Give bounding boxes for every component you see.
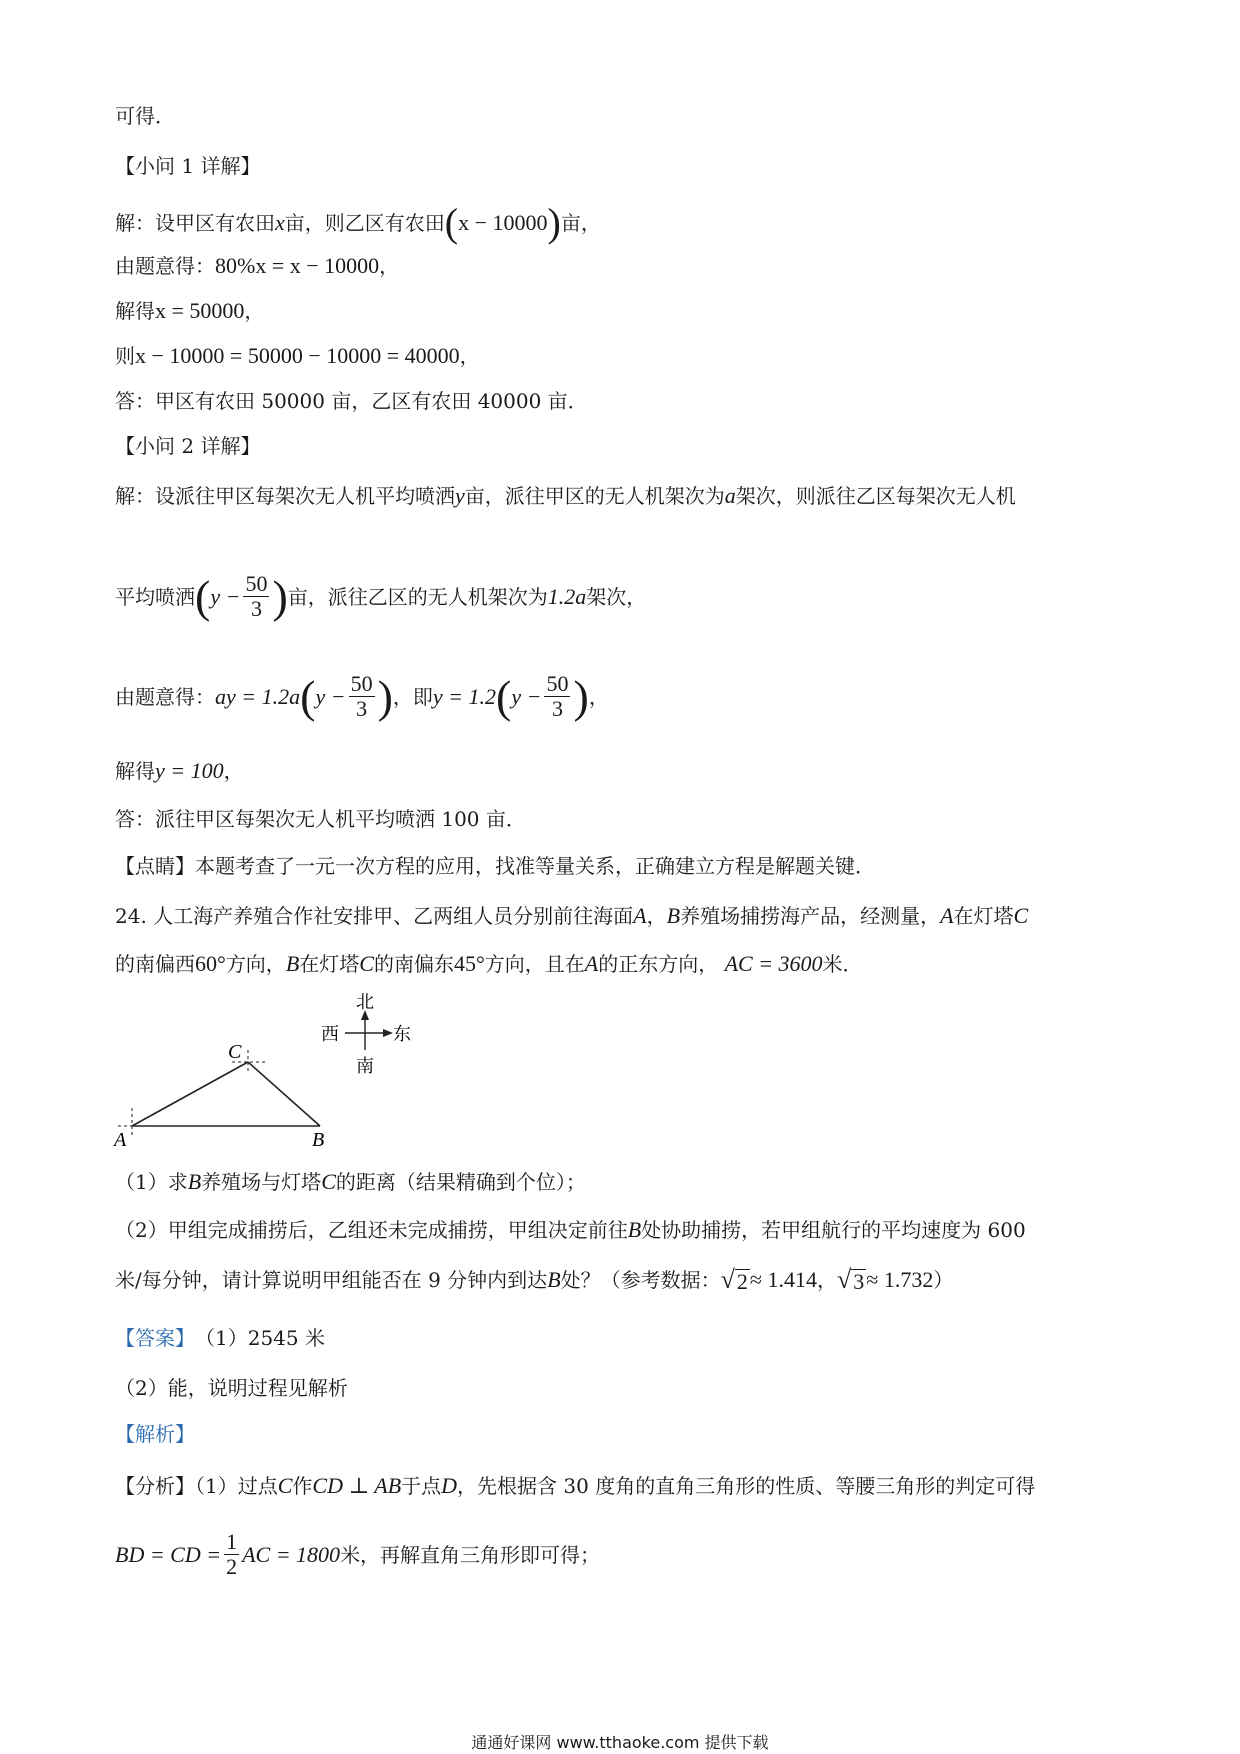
edge-cb (248, 1062, 320, 1126)
text-line: 则 x − 10000 = 50000 − 10000 = 40000 ， (115, 343, 480, 368)
sqrt-2: √ 2 (720, 1265, 748, 1294)
analysis-line: 【分析】（1）过点 C 作 CD ⊥ AB 于点 D ，先根据含 30 度角的直角三角形的性质、等腰三角形的判定可得 (115, 1473, 1036, 1498)
text-line: 解得 x = 50000 ， (115, 298, 265, 323)
north-label: 北 (356, 992, 374, 1013)
question-part-2: （2）甲组完成捕捞后，乙组还未完成捕捞，甲组决定前往 B 处协助捕捞，若甲组航行的平均速度为 600 (115, 1217, 1026, 1242)
footer: 通通好课网 www.tthaoke.com 提供下载 (471, 1733, 769, 1752)
text-line: 米/每分钟，请计算说明甲组能否在 9 分钟内到达 B 处？（参考数据： √ 2 ≈ 1.414 ， √ 3 ≈ 1.732 ） (115, 1265, 954, 1294)
text-line: 【点睛】本题考查了一元一次方程的应用，找准等量关系，正确建立方程是解题关键． (115, 854, 875, 878)
triangle-figure (100, 990, 340, 1150)
answer-tag: 【答案】 (115, 1326, 195, 1350)
fraction: $\frac{50}{3}$ (245, 571, 268, 621)
sqrt-3: √ 3 (837, 1265, 865, 1294)
label-c: C (228, 1041, 242, 1063)
text-line: 由题意得： ay = 1.2a ( y − $\frac{50}{3}$ ) ，即 y = 1.2 ( y − $\frac{50}{3}$ ) ， (115, 670, 609, 722)
text-line: 解得 y = 100 ， (115, 758, 244, 783)
text-line: 可得． (115, 104, 175, 128)
answer-line: （2）能，说明过程见解析 (115, 1376, 348, 1400)
edge-ac (132, 1062, 248, 1126)
analysis-line: BD = CD = $\frac{1}{2}$ AC = 1800 米，再解直角三角形即可得； (115, 1529, 601, 1579)
text-line: 答：甲区有农田 50000 亩，乙区有农田 40000 亩． (115, 389, 588, 413)
text-line: 由题意得： 80%x = x − 10000 ， (115, 253, 400, 278)
sub-heading: 【小问 2 详解】 (115, 434, 261, 458)
text-line: 平均喷洒 ( y − $\frac{50}{3}$ ) 亩，派往乙区的无人机架次为 1.2a 架次， (115, 570, 647, 622)
text-line: 解：设甲区有农田 x 亩，则乙区有农田 ( x − 10000 ) 亩， (115, 200, 601, 245)
answer-line: 【答案】 （1）2545 米 (115, 1326, 325, 1350)
fraction: $\frac{50}{3}$ (546, 671, 569, 721)
text-line: 解：设派往甲区每架次无人机平均喷洒 y 亩，派往甲区的无人机架次为 a 架次，则派往乙区每架次无人机 (115, 483, 1016, 508)
text-line: 答：派往甲区每架次无人机平均喷洒 100 亩． (115, 807, 526, 831)
question-part-1: （1）求 B 养殖场与灯塔 C 的距离（结果精确到个位）； (115, 1169, 586, 1194)
east-label: 东 (393, 1024, 411, 1045)
south-label: 南 (356, 1056, 374, 1077)
fraction: $\frac{50}{3}$ (350, 671, 373, 721)
label-a: A (114, 1129, 127, 1150)
west-label: 西 (321, 1024, 339, 1045)
sub-heading: 【小问 1 详解】 (115, 154, 261, 178)
compass-icon (315, 988, 415, 1088)
fraction: $\frac{1}{2}$ (226, 1529, 238, 1579)
text-line: 的南偏西 60° 方向， B 在灯塔 C 的南偏东 45° 方向，且在 A 的正东方向， AC = 3600 米． (115, 951, 863, 976)
question-24: 24. 人工海产养殖合作社安排甲、乙两组人员分别前往海面 A ， B 养殖场捕捞海产品，经测量， A 在灯塔 C (115, 903, 1029, 928)
label-b: B (312, 1129, 325, 1150)
analysis-tag: 【解析】 (115, 1422, 195, 1446)
